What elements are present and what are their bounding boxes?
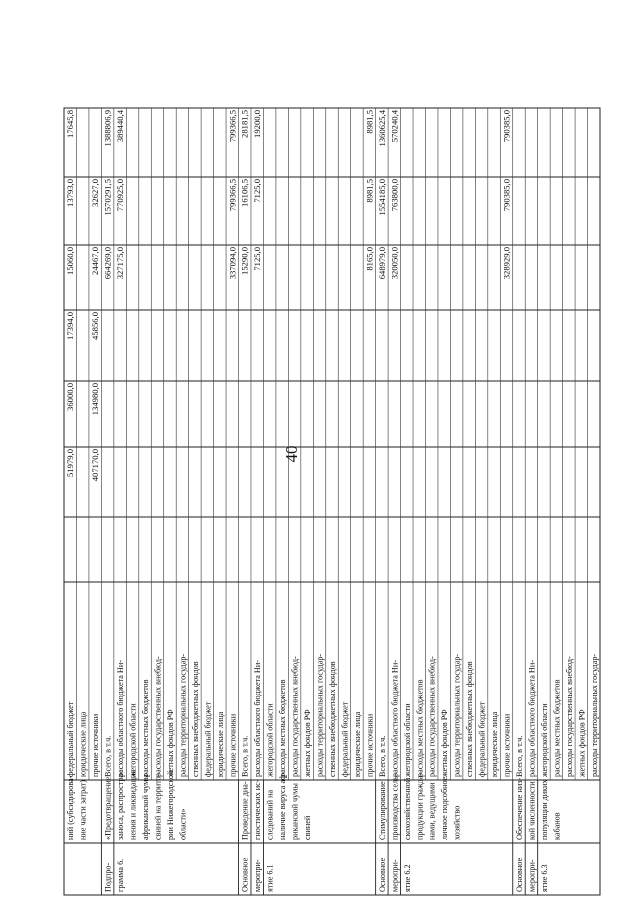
cell-c2: юридические лица xyxy=(352,711,362,777)
cell-c1: производства сель- xyxy=(390,773,400,840)
cell-c2: прочие источники xyxy=(228,713,238,777)
cell-c0: Основное xyxy=(514,857,524,892)
cell-c2: жегородской области xyxy=(128,703,138,777)
cell-v3: 45856,0 xyxy=(90,312,101,340)
cell-c2: расходы территориальных государ- xyxy=(315,653,325,777)
cell-v4: 648979,0 xyxy=(376,247,387,280)
cell-v5: 7125,0 xyxy=(252,179,263,203)
cell-v4: 15290,0 xyxy=(239,247,250,275)
cell-v5: 32627,0 xyxy=(90,179,101,207)
cell-c1: африканской чумы xyxy=(141,774,151,840)
cell-c2: Всего, в т.ч. xyxy=(514,735,524,777)
cell-v6: 389440,4 xyxy=(115,110,126,143)
cell-c2: федеральный бюджет xyxy=(203,701,213,777)
cell-c2: расходы областного бюджета Ни- xyxy=(253,660,263,777)
cell-v6: 1360625,4 xyxy=(376,110,387,147)
cell-v3: 17394,0 xyxy=(65,312,76,340)
cell-c1: наличие вируса аф- xyxy=(278,771,288,840)
cell-c2: ственных внебюджетных фондов xyxy=(465,661,475,777)
cell-c1: популяции диких xyxy=(539,779,549,840)
cell-c1: Стимулирование xyxy=(377,781,387,840)
cell-v1: 407170,0 xyxy=(90,449,101,482)
cell-c2: Всего, в т.ч. xyxy=(377,735,387,777)
cell-c0: грамма 6. xyxy=(116,858,126,892)
cell-v5: 790385,0 xyxy=(501,179,512,212)
cell-c1: свиней на террито- xyxy=(153,773,163,840)
cell-v1: 51979,0 xyxy=(65,449,76,477)
cell-c2: юридические лица xyxy=(490,711,500,777)
cell-c2: расходы территориальных государ- xyxy=(178,653,188,777)
cell-c1: кой численности xyxy=(527,781,537,840)
cell-c1: скохозяйственной xyxy=(402,777,412,840)
cell-c2: прочие источники xyxy=(365,713,375,777)
cell-c2: расходы областного бюджета Ни- xyxy=(116,660,126,777)
cell-c2: жетных фондов РФ xyxy=(165,709,175,777)
cell-c2: жегородской области xyxy=(265,703,275,777)
cell-v4: 337094,0 xyxy=(227,247,238,280)
page-number: 40 xyxy=(282,445,301,463)
cell-v5: 799366,5 xyxy=(227,179,238,212)
cell-c1: рии Нижегородской xyxy=(165,770,175,840)
cell-v4: 24467,0 xyxy=(90,247,101,275)
cell-c1: ние части затрат) xyxy=(78,780,88,840)
cell-c2: расходы областного бюджета Ни- xyxy=(527,660,537,777)
cell-c2: жетных фондов РФ xyxy=(440,709,450,777)
cell-c2: жетных фондов РФ xyxy=(303,709,313,777)
cell-c1: риканской чумы xyxy=(290,783,300,840)
cell-c2: жетных фондов РФ xyxy=(577,709,587,777)
cell-v2: 134980,0 xyxy=(90,383,101,416)
cell-c1: личное подсобное xyxy=(440,776,450,840)
cell-v4: 15060,0 xyxy=(65,247,76,275)
cell-c0: меропри- xyxy=(390,859,400,892)
cell-c2: Всего, в т.ч. xyxy=(240,735,250,777)
cell-c2: прочие источники xyxy=(91,713,101,777)
cell-v4: 7125,0 xyxy=(252,247,263,271)
cell-c2: ственных внебюджетных фондов xyxy=(328,661,337,777)
cell-v2: 36000,0 xyxy=(65,383,76,411)
cell-c0: меропри- xyxy=(527,859,537,892)
cell-c2: юридические лица xyxy=(78,711,88,777)
cell-c2: Всего, в т.ч. xyxy=(103,735,113,777)
cell-c1: свиней xyxy=(303,815,313,840)
cell-c1: нения и ликвидация xyxy=(128,769,138,840)
cell-c2: расходы территориальных государ- xyxy=(452,653,462,777)
cell-c1: «Предотвращение xyxy=(103,776,113,840)
cell-c0: Основное xyxy=(240,857,250,892)
cell-c2: расходы местных бюджетов xyxy=(141,679,151,777)
cell-c1: следований на xyxy=(265,789,275,840)
cell-c2: расходы государственных внебюд- xyxy=(427,656,437,777)
cell-c0: ятие 6.3 xyxy=(539,864,549,892)
cell-v6: 790385,0 xyxy=(501,110,512,143)
cell-v5: 763800,0 xyxy=(389,179,400,212)
cell-v6: 19200,0 xyxy=(252,110,263,138)
cell-v6: 28181,5 xyxy=(239,110,250,138)
cell-c1: хозяйство xyxy=(452,805,462,840)
table-text xyxy=(65,109,599,892)
cell-v4: 327175,0 xyxy=(115,247,126,280)
cell-c2: юридические лица xyxy=(215,711,225,777)
cell-v6: 17645,8 xyxy=(65,110,76,138)
cell-c2: прочие источники xyxy=(502,713,512,777)
cell-v5: 1570291,5 xyxy=(102,179,113,216)
cell-c2: расходы государственных внебюд- xyxy=(153,656,163,777)
cell-c2: ственных внебюджетных фондов xyxy=(190,661,200,777)
cell-c1: кабанов xyxy=(552,812,562,840)
cell-c2: расходы государственных внебюд- xyxy=(564,656,574,777)
cell-v6: 570240,4 xyxy=(389,110,400,143)
cell-v5: 16106,5 xyxy=(239,179,250,207)
cell-c2: федеральный бюджет xyxy=(477,701,487,777)
cell-c1: заноса, распростра- xyxy=(116,771,126,840)
cell-v6: 1388806,9 xyxy=(102,110,113,147)
cell-v5: 8981,5 xyxy=(364,179,375,203)
cell-c2: расходы местных бюджетов xyxy=(278,679,288,777)
cell-c2: жегородской области xyxy=(402,703,412,777)
cell-c2: расходы территориальных государ- xyxy=(589,653,599,777)
cell-c2: расходы государственных внебюд- xyxy=(290,656,300,777)
cell-c1: нами, ведущими xyxy=(427,782,437,840)
cell-c2: расходы местных бюджетов xyxy=(415,679,425,777)
cell-c0: меропри- xyxy=(253,859,263,892)
cell-c2: жегородской области xyxy=(539,703,549,777)
cell-v4: 320050,0 xyxy=(389,247,400,280)
cell-c2: расходы областного бюджета Ни- xyxy=(390,660,400,777)
cell-c0: ятие 6.2 xyxy=(402,864,412,892)
cell-c1: ний (субсидирова- xyxy=(66,775,76,840)
cell-c1: продукции гражда- xyxy=(415,772,425,840)
cell-v5: 770925,0 xyxy=(115,179,126,212)
cell-c1: Обеспечение низ- xyxy=(514,777,524,840)
cell-v4: 8165,0 xyxy=(364,247,375,271)
cell-v4: 328929,0 xyxy=(501,247,512,280)
cell-c1: гностических ис- xyxy=(253,779,263,840)
cell-c1: Проведение диа- xyxy=(240,781,250,840)
cell-c0: Подпро- xyxy=(103,862,113,892)
cell-v6: 799366,5 xyxy=(227,110,238,143)
cell-c2: расходы местных бюджетов xyxy=(552,679,562,777)
cell-v5: 13793,0 xyxy=(65,179,76,207)
cell-c0: Основное xyxy=(377,857,387,892)
cell-c1: области» xyxy=(178,808,188,840)
cell-c0: ятие 6.1 xyxy=(265,864,275,892)
cell-c2: федеральный бюджет xyxy=(66,701,76,777)
cell-v6: 8981,5 xyxy=(364,110,375,134)
cell-c2: федеральный бюджет xyxy=(340,701,350,777)
cell-v4: 664269,0 xyxy=(102,247,113,280)
cell-v5: 1554185,0 xyxy=(376,179,387,216)
